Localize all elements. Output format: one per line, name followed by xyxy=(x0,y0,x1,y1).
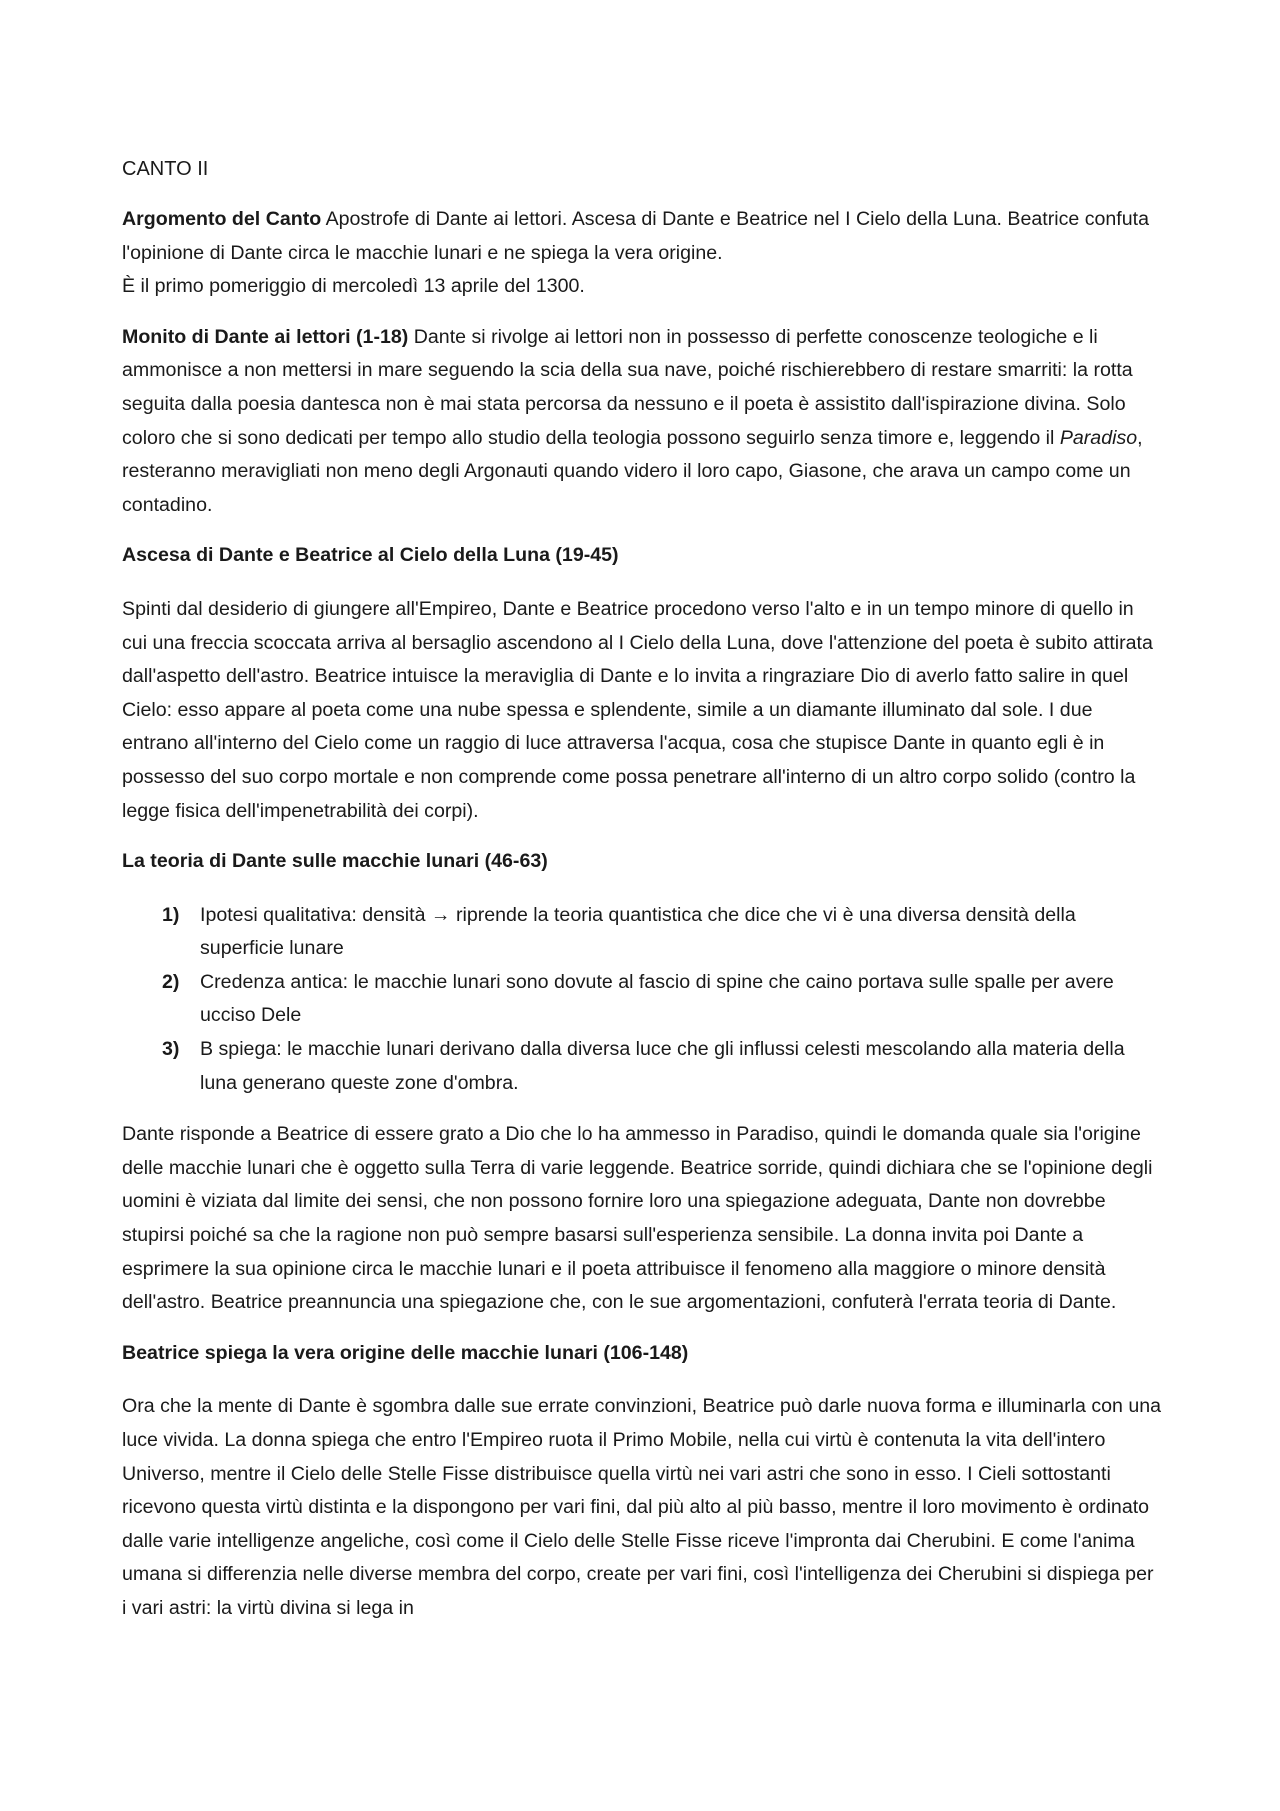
list-item-number: 1) xyxy=(162,903,180,926)
list-item xyxy=(122,1033,1162,1100)
argomento-date: È il primo pomeriggio di mercoledì 13 aprile del 1300. xyxy=(122,275,585,298)
teoria-list xyxy=(122,899,1162,1101)
list-item-number: 2) xyxy=(162,970,180,993)
argomento-label: Argomento del Canto xyxy=(122,208,322,230)
argomento-paragraph xyxy=(122,203,1162,304)
argomento-text: Apostrofe di Dante ai lettori. Ascesa di Dante e Beatrice nel I Cielo della Luna. Beatrice confuta l'opinione di Dante circa le macchie lunari e ne spiega la vera origine. xyxy=(122,208,1149,264)
list-item xyxy=(122,966,1162,1033)
risposta-paragraph: Dante risponde a Beatrice di essere grato a Dio che lo ha ammesso in Paradiso, quindi le domanda quale sia l'origine delle macchie lunari che è oggetto sulla Terra di varie leggende. Beatrice sorride, quindi dichiara che se l'opinione degli uomini è viziata dal limite dei sensi, che non possono fornire loro una spiegazione adeguata, Dante non dovrebbe stupirsi poiché sa che la ragione non può sempre basarsi sull'esperienza sensibile. La donna invita poi Dante a esprimere la sua opinione circa le macchie lunari e il poeta attribuisce il fenomeno alla maggiore o minore densità dell'astro. Beatrice preannuncia una spiegazione che, con le sue argomentazioni, confuterà l'errata teoria di Dante. xyxy=(122,1123,1153,1314)
ascesa-paragraph: Spinti dal desiderio di giungere all'Empireo, Dante e Beatrice procedono verso l'alto e in un tempo minore di quello in cui una freccia scoccata arriva al bersaglio ascendono al I Cielo della Luna, dove l'attenzione del poeta è subito attirata dall'aspetto dell'astro. Beatrice intuisce la meraviglia di Dante e lo invita a ringraziare Dio di averlo fatto salire in quel Cielo: esso appare al poeta come una nube spessa e splendente, simile a un diamante illuminato dal sole. I due entrano all'interno del Cielo come un raggio di luce attraversa l'acqua, cosa che stupisce Dante in quanto egli è in possesso del suo corpo mortale e non comprende come possa penetrare all'interno di un altro corpo solido (contro la legge fisica dell'impenetrabilità dei corpi). xyxy=(122,597,1153,822)
canto-title: CANTO II xyxy=(122,158,209,180)
list-item-text: Credenza antica: le macchie lunari sono dovute al fascio di spine che caino portava sulle spalle per avere ucciso Dele xyxy=(200,970,1114,1027)
teoria-heading: La teoria di Dante sulle macchie lunari (46-63) xyxy=(122,850,548,873)
paradiso-italic: Paradiso xyxy=(1059,426,1138,449)
origine-paragraph: Ora che la mente di Dante è sgombra dalle sue errate convinzioni, Beatrice può darle nuova forma e illuminarla con una luce vivida. La donna spiega che entro l'Empireo ruota il Primo Mobile, nella cui virtù è contenuta la vita dell'intero Universo, mentre il Cielo delle Stelle Fisse distribuisce quella virtù nei vari astri che sono in esso. I Cieli sottostanti ricevono questa virtù distinta e la dispongono per vari fini, dal più alto al più basso, mentre il loro movimento è ordinato dalle varie intelligenze angeliche, così come il Cielo delle Stelle Fisse riceve l'impronta dai Cherubini. E come l'anima umana si differenzia nelle diverse membra del corpo, create per vari fini, così l'intelligenza dei Cherubini si dispiega per i vari astri: la virtù divina si lega in xyxy=(122,1395,1162,1619)
monito-text-b: , resteranno meravigliati non meno degli Argonauti quando videro il loro capo, Giasone, che arava un campo come un contadino. xyxy=(122,426,1143,516)
ascesa-heading: Ascesa di Dante e Beatrice al Cielo della Luna (19-45) xyxy=(122,544,619,567)
list-item-text: Ipotesi qualitativa: densità → riprende la teoria quantistica che dice che vi è una diversa densità della superficie lunare xyxy=(200,903,1076,960)
list-item-number: 3) xyxy=(162,1038,180,1061)
monito-paragraph xyxy=(122,321,1162,523)
origine-heading: Beatrice spiega la vera origine delle macchie lunari (106-148) xyxy=(122,1341,689,1364)
list-item xyxy=(122,899,1162,966)
monito-text-a: Dante si rivolge ai lettori non in possesso di perfette conoscenze teologiche e li ammonisce a non mettersi in mare seguendo la scia della sua nave, poiché rischierebbero di restare smarriti: la rotta seguita dalla poesia dantesca non è mai stata percorsa da nessuno e il poeta è assistito dall'ispirazione divina. Solo coloro che si sono dedicati per tempo allo studio della teologia possono seguirlo senza timore e, leggendo il xyxy=(122,325,1133,449)
list-item-text: B spiega: le macchie lunari derivano dalla diversa luce che gli influssi celesti mescolando alla materia della luna generano queste zone d'ombra. xyxy=(200,1038,1125,1094)
monito-label: Monito di Dante ai lettori (1-18) xyxy=(122,325,409,348)
